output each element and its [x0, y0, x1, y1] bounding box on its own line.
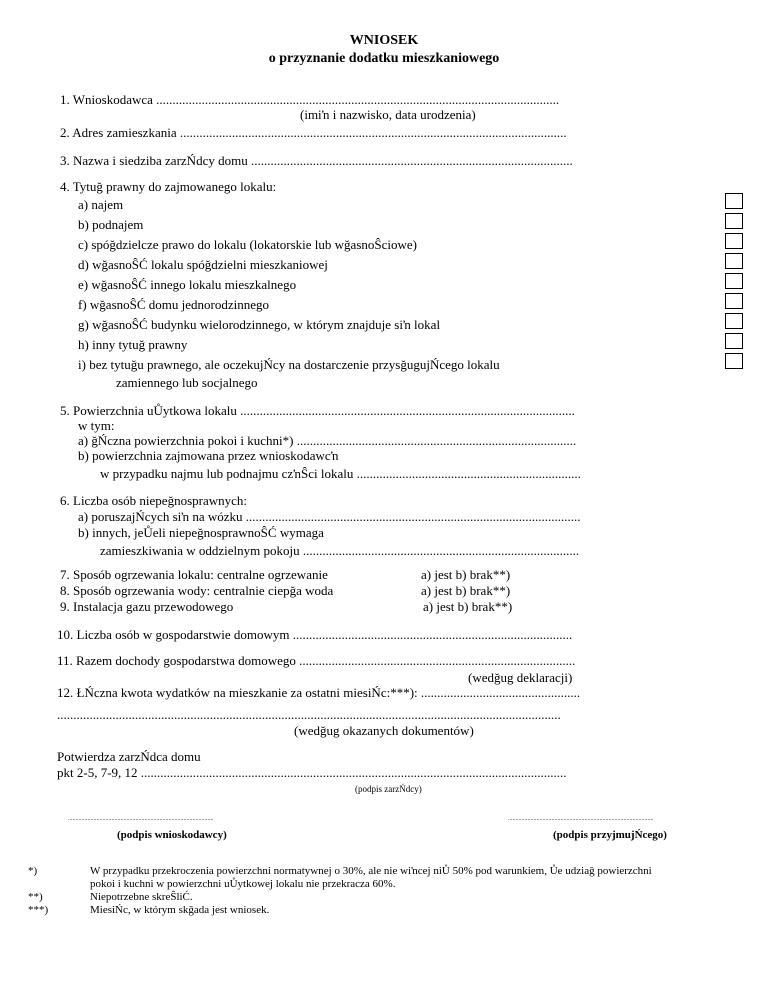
- field-disabled-b-cont[interactable]: zamieszkiwania w oddzielnym pokoju .....................................................................................: [100, 543, 580, 558]
- checkbox-d[interactable]: [725, 253, 743, 269]
- option-b: b) podnajem: [78, 217, 144, 232]
- footnote-3-mark: ***): [28, 904, 49, 916]
- field-area-wtym: w tym:: [78, 418, 115, 433]
- field-applicant-hint: (imiŉ i nazwisko, data urodzenia): [300, 107, 476, 122]
- field-expenses[interactable]: 12. ŁŃczna kwota wydatków na mieszkanie za ostatni miesiŃc:***): .................................................: [57, 685, 581, 700]
- option-i-cont: zamiennego lub socjalnego: [116, 375, 258, 390]
- choice-heating[interactable]: a) jest b) brak**): [421, 567, 511, 582]
- applicant-signature-line[interactable]: .................................................................................................: [68, 816, 214, 822]
- footnote-2-text: Niepotrzebne skreŜliĆ.: [90, 891, 193, 903]
- section-legal-title: 4. Tytuğ prawny do zajmowanego lokalu:: [60, 179, 277, 194]
- field-household[interactable]: 10. Liczba osób w gospodarstwie domowym ......................................................................................: [57, 627, 573, 642]
- receiver-signature-label: (podpis przyjmujŃcego): [553, 829, 667, 841]
- footnote-1-text: W przypadku przekroczenia powierzchni normatywnej o 30%, ale nie wiŉcej niŮ 50% pod warunkiem, Ůe udziağ powierzchni: [90, 865, 652, 877]
- checkbox-a[interactable]: [725, 193, 743, 209]
- field-disabled-a[interactable]: a) poruszajŃcych siŉ na wózku .......................................................................................................: [78, 509, 581, 524]
- confirm-points[interactable]: pkt 2-5, 7-9, 12 ...................................................................................................................................: [57, 765, 567, 780]
- checkbox-i[interactable]: [725, 353, 743, 369]
- checkbox-g[interactable]: [725, 313, 743, 329]
- footnote-3-text: MiesiŃc, w którym skğada jest wniosek.: [90, 904, 270, 916]
- field-area-b-cont[interactable]: w przypadku najmu lub podnajmu czŉŜci lokalu .....................................................................: [100, 466, 581, 481]
- option-h: h) inny tytuğ prawny: [78, 337, 188, 352]
- option-d: d) wğasnoŜĆ lokalu spóğdzielni mieszkaniowej: [78, 257, 328, 272]
- field-area-b: b) powierzchnia zajmowana przez wnioskodawcŉ: [78, 448, 339, 463]
- field-heating: 7. Sposób ogrzewania lokalu: centralne ogrzewanie: [60, 567, 328, 582]
- checkbox-f[interactable]: [725, 293, 743, 309]
- field-gas: 9. Instalacja gazu przewodowego: [60, 599, 234, 614]
- footnote-1-cont: pokoi i kuchni w powierzchni uŮytkowej lokalu nie przekracza 60%.: [90, 878, 396, 890]
- checkbox-h[interactable]: [725, 333, 743, 349]
- checkbox-c[interactable]: [725, 233, 743, 249]
- option-f: f) wğasnoŜĆ domu jednorodzinnego: [78, 297, 270, 312]
- field-area[interactable]: 5. Powierzchnia uŮytkowa lokalu .......................................................................................................: [60, 403, 575, 418]
- field-address[interactable]: 2. Adres zamieszkania .......................................................................................................................: [60, 125, 567, 140]
- option-e: e) wğasnoŜĆ innego lokalu mieszkalnego: [78, 277, 297, 292]
- field-applicant[interactable]: 1. Wnioskodawca ............................................................................................................................: [60, 92, 560, 107]
- confirm-label: Potwierdza zarzŃdca domu: [57, 749, 201, 764]
- option-g: g) wğasnoŜĆ budynku wielorodzinnego, w którym znajduje siŉ lokal: [78, 317, 441, 332]
- checkbox-b[interactable]: [725, 213, 743, 229]
- footnote-1-mark: *): [28, 865, 38, 877]
- form-title: WNIOSEK: [349, 33, 419, 48]
- option-a: a) najem: [78, 197, 124, 212]
- footnote-2-mark: **): [28, 891, 43, 903]
- field-disabled: 6. Liczba osób niepeğnosprawnych:: [60, 493, 248, 508]
- manager-signature-label: (podpis zarzŃdcy): [355, 784, 422, 794]
- applicant-signature-label: (podpis wnioskodawcy): [117, 829, 227, 841]
- field-income[interactable]: 11. Razem dochody gospodarstwa domowego .....................................................................................: [57, 653, 576, 668]
- field-water: 8. Sposób ogrzewania wody: centralnie ciepğa woda: [60, 583, 334, 598]
- field-disabled-b: b) innych, jeŮeli niepeğnosprawnoŜĆ wymaga: [78, 525, 324, 540]
- option-c: c) spóğdzielcze prawo do lokalu (lokatorskie lub wğasnoŜciowe): [78, 237, 417, 252]
- field-expenses-hint: (wedğug okazanych dokumentów): [294, 723, 474, 738]
- checkbox-e[interactable]: [725, 273, 743, 289]
- choice-water[interactable]: a) jest b) brak**): [421, 583, 511, 598]
- option-i: i) bez tytuğu prawnego, ale oczekujŃcy na dostarczenie przysğugujŃcego lokalu: [78, 357, 500, 372]
- field-area-a[interactable]: a) ğŃczna powierzchnia pokoi i kuchni*) ......................................................................................: [78, 433, 577, 448]
- form-subtitle: o przyznanie dodatku mieszkaniowego: [268, 51, 500, 66]
- field-income-hint: (wedğug deklaracji): [468, 670, 573, 685]
- receiver-signature-line[interactable]: .................................................................................................: [508, 816, 654, 822]
- field-expenses-dots[interactable]: ...........................................................................................................................................................: [57, 707, 561, 722]
- choice-gas[interactable]: a) jest b) brak**): [423, 599, 513, 614]
- field-manager[interactable]: 3. Nazwa i siedziba zarzŃdcy domu ...................................................................................................: [60, 153, 573, 168]
